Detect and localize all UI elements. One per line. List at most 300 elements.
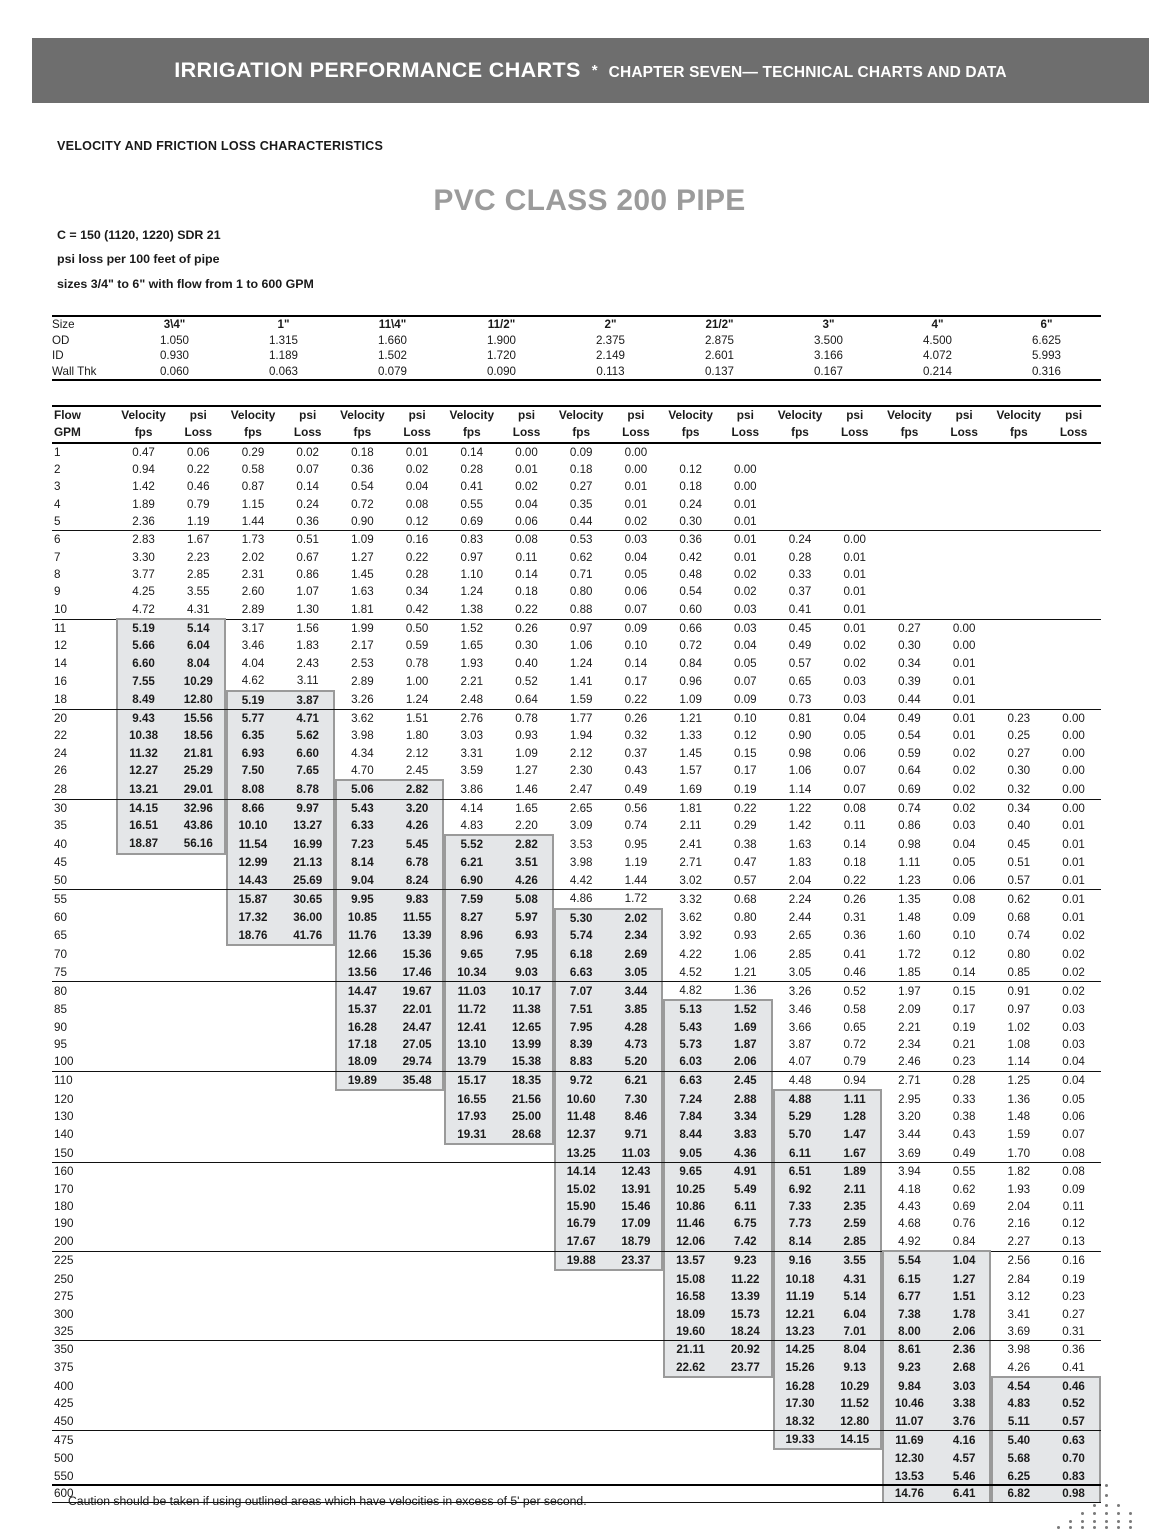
velocity-cell <box>663 443 718 461</box>
velocity-cell: 2.11 <box>679 819 702 833</box>
velocity-cell <box>226 1053 281 1071</box>
velocity-cell: 0.18 <box>351 445 374 459</box>
psi-loss-cell: 2.35 <box>827 1198 882 1215</box>
velocity-cell: 19.31 <box>444 1126 499 1144</box>
velocity-cell: 0.83 <box>460 533 484 547</box>
velocity-cell: 13.57 <box>663 1251 718 1270</box>
psi-loss-cell <box>280 1323 335 1341</box>
psi-loss-cell: 2.12 <box>405 746 429 760</box>
velocity-cell: 1.93 <box>460 656 484 670</box>
velocity-cell: 1.11 <box>898 856 921 870</box>
psi-loss-cell: 6.78 <box>390 854 445 872</box>
velocity-cell: 3.69 <box>882 1144 937 1163</box>
velocity-cell <box>444 1395 499 1412</box>
psi-loss-cell: 0.15 <box>734 746 757 760</box>
velocity-cell <box>116 982 171 1001</box>
velocity-cell <box>116 1126 171 1144</box>
psi-loss-cell: 0.32 <box>624 729 648 743</box>
velocity-cell: 1.94 <box>569 729 593 743</box>
psi-loss-cell: 0.06 <box>187 445 210 459</box>
table-row <box>52 854 1101 872</box>
psi-loss-cell: 1.04 <box>937 1251 992 1270</box>
flow-gpm-value: 180 <box>54 1200 74 1214</box>
psi-loss-cell: 1.36 <box>734 984 757 997</box>
velocity-cell: 8.44 <box>663 1126 718 1144</box>
table-row <box>52 672 1101 690</box>
spec-value: 2.149 <box>595 349 625 363</box>
velocity-cell <box>444 1181 499 1198</box>
velocity-cell: 6.15 <box>882 1270 937 1288</box>
table-row <box>52 1449 1101 1467</box>
spec-value: 0.930 <box>159 349 189 363</box>
psi-loss-cell: 0.06 <box>1062 1110 1085 1124</box>
psi-loss-cell: 0.00 <box>952 639 976 653</box>
psi-loss-cell: 0.01 <box>843 550 867 564</box>
psi-loss-cell: 0.65 <box>843 1020 867 1034</box>
psi-loss-cell: 0.03 <box>1062 1038 1085 1052</box>
velocity-cell: 0.44 <box>882 691 937 710</box>
psi-loss-cell: 0.03 <box>624 533 648 547</box>
velocity-cell: 0.41 <box>460 480 484 494</box>
table-row <box>52 1071 1101 1090</box>
velocity-cell: 0.87 <box>241 480 265 494</box>
velocity-cell: 3.59 <box>460 764 484 778</box>
velocity-cell <box>444 1468 499 1485</box>
velocity-cell: 4.43 <box>898 1200 921 1214</box>
psi-loss-cell: 0.14 <box>937 964 992 982</box>
velocity-cell: 18.09 <box>663 1306 718 1323</box>
velocity-cell: 1.06 <box>569 639 593 653</box>
velocity-cell: 4.68 <box>898 1217 921 1231</box>
table-row <box>52 1251 1101 1270</box>
psi-loss-cell <box>499 1449 554 1467</box>
psi-loss-cell: 0.36 <box>843 929 867 943</box>
table-row <box>52 709 1101 727</box>
flow-gpm-value: 12 <box>54 639 68 653</box>
velocity-cell: 0.14 <box>460 445 484 459</box>
velocity-cell: 5.11 <box>991 1413 1046 1431</box>
velocity-cell: 19.33 <box>773 1431 828 1450</box>
psi-loss-cell: 11.03 <box>609 1144 664 1163</box>
velocity-cell <box>554 1270 609 1288</box>
velocity-cell: 0.66 <box>679 621 702 635</box>
psi-loss-cell: 0.00 <box>734 480 757 494</box>
psi-loss-cell <box>827 1468 882 1485</box>
psi-loss-cell: 0.04 <box>1046 1053 1101 1071</box>
psi-loss-cell <box>280 982 335 1001</box>
psi-loss-cell: 4.71 <box>280 709 335 727</box>
psi-loss-cell: 0.03 <box>827 691 882 710</box>
velocity-cell <box>116 1071 171 1090</box>
table-row <box>52 1163 1101 1181</box>
table-row <box>52 1377 1101 1395</box>
velocity-cell: 1.48 <box>1007 1110 1031 1124</box>
velocity-cell: 2.65 <box>569 801 593 815</box>
psi-loss-cell: 5.97 <box>499 909 554 927</box>
velocity-cell: 3.53 <box>569 837 593 851</box>
psi-loss-cell <box>499 1323 554 1341</box>
velocity-cell <box>226 1071 281 1090</box>
velocity-cell: 0.36 <box>351 463 374 477</box>
psi-loss-cell: 0.02 <box>952 801 976 815</box>
velocity-cell: 15.26 <box>773 1359 828 1377</box>
psi-loss-cell: 0.17 <box>624 674 648 688</box>
psi-loss-cell <box>280 964 335 982</box>
psi-loss-cell <box>280 1198 335 1215</box>
velocity-cell <box>116 1449 171 1467</box>
psi-loss-cell <box>499 1181 554 1198</box>
velocity-cell <box>991 655 1046 672</box>
flow-gpm-value: 65 <box>54 929 68 943</box>
velocity-cell <box>116 1233 171 1251</box>
psi-loss-cell: 4.16 <box>937 1431 992 1450</box>
velocity-cell: 1.22 <box>788 801 812 815</box>
psi-loss-cell: 0.09 <box>952 911 976 925</box>
psi-loss-cell: 2.02 <box>609 909 664 927</box>
velocity-cell: 3.02 <box>663 872 718 890</box>
psi-loss-cell <box>937 566 992 583</box>
psi-loss-cell: 0.01 <box>1062 819 1085 833</box>
velocity-cell <box>116 1215 171 1232</box>
spec-value: 1.189 <box>268 349 298 363</box>
velocity-cell: 6.25 <box>991 1468 1046 1485</box>
velocity-cell: 0.58 <box>241 463 265 477</box>
velocity-cell <box>226 1036 281 1053</box>
velocity-cell: 2.27 <box>991 1233 1046 1251</box>
velocity-cell <box>773 478 828 495</box>
velocity-cell: 13.21 <box>116 780 171 799</box>
psi-loss-cell <box>827 461 882 478</box>
velocity-cell: 3.41 <box>1007 1307 1031 1321</box>
table-row <box>52 1126 1101 1144</box>
psi-loss-cell: 0.02 <box>952 764 976 778</box>
psi-loss-cell: 5.14 <box>827 1288 882 1305</box>
header-psi-loss: psi <box>517 408 536 422</box>
flow-gpm-value: 11 <box>54 621 67 635</box>
velocity-cell <box>663 1468 718 1485</box>
velocity-cell: 0.32 <box>991 780 1046 799</box>
psi-loss-cell: 24.47 <box>390 1019 445 1036</box>
table-row <box>52 461 1101 478</box>
velocity-cell: 1.63 <box>351 585 374 599</box>
velocity-cell: 0.94 <box>132 463 155 477</box>
psi-loss-cell: 22.01 <box>390 1000 445 1018</box>
psi-loss-cell <box>171 1144 226 1163</box>
velocity-cell: 13.23 <box>773 1323 828 1341</box>
velocity-cell: 1.44 <box>226 513 281 531</box>
velocity-cell: 3.05 <box>773 964 828 982</box>
header-velocity: Velocity <box>668 408 713 422</box>
velocity-cell: 9.72 <box>554 1071 609 1090</box>
table-row <box>52 872 1101 890</box>
velocity-cell: 0.27 <box>1007 746 1031 760</box>
psi-loss-cell: 0.01 <box>827 601 882 619</box>
psi-loss-cell <box>609 1270 664 1288</box>
psi-loss-cell: 10.29 <box>827 1377 882 1395</box>
velocity-cell: 2.76 <box>460 711 484 725</box>
psi-loss-cell: 41.76 <box>280 927 335 945</box>
velocity-cell <box>116 1198 171 1215</box>
velocity-cell <box>116 1270 171 1288</box>
velocity-cell: 0.68 <box>1007 911 1031 925</box>
velocity-cell: 3.66 <box>788 1020 812 1034</box>
psi-loss-cell: 13.27 <box>280 817 335 835</box>
table-row <box>52 1090 1101 1108</box>
velocity-cell: 0.18 <box>679 480 702 494</box>
velocity-cell: 0.09 <box>569 445 593 459</box>
spec-value: 0.079 <box>377 364 407 378</box>
velocity-cell <box>554 1468 609 1485</box>
psi-loss-cell: 0.00 <box>515 445 538 459</box>
friction-loss-table <box>52 405 1101 1503</box>
flow-gpm-value: 16 <box>54 674 68 688</box>
header-psi-loss: psi <box>189 408 207 422</box>
velocity-cell <box>116 1395 171 1412</box>
velocity-cell: 0.34 <box>898 656 921 670</box>
velocity-cell: 8.00 <box>882 1323 937 1341</box>
velocity-cell: 16.58 <box>663 1288 718 1305</box>
velocity-cell: 18.09 <box>335 1053 390 1071</box>
psi-loss-cell <box>827 496 882 513</box>
psi-loss-cell: 16.99 <box>280 835 335 853</box>
psi-loss-cell <box>171 872 226 890</box>
velocity-cell: 7.95 <box>554 1019 609 1036</box>
psi-loss-cell <box>390 1288 445 1305</box>
flow-gpm-value: 150 <box>52 1144 116 1163</box>
spec-value: 6.625 <box>1031 333 1061 347</box>
velocity-cell: 5.66 <box>116 637 171 654</box>
velocity-cell <box>116 1144 171 1163</box>
spec-value: 0.316 <box>1031 364 1061 378</box>
psi-loss-cell <box>499 1198 554 1215</box>
psi-loss-cell: 0.22 <box>187 463 210 477</box>
velocity-cell: 7.23 <box>335 835 390 853</box>
psi-loss-cell: 7.30 <box>609 1090 664 1108</box>
psi-loss-cell <box>280 1108 335 1125</box>
velocity-cell: 2.83 <box>132 533 155 547</box>
psi-loss-cell <box>171 1395 226 1412</box>
velocity-cell: 6.18 <box>554 945 609 963</box>
section-title: VELOCITY AND FRICTION LOSS CHARACTERISTICS <box>57 139 384 153</box>
spec-size-header: 3" <box>822 318 835 331</box>
psi-loss-cell: 6.60 <box>280 745 335 762</box>
header-psi-loss: Loss <box>280 424 335 442</box>
velocity-cell <box>116 1377 171 1395</box>
table-row <box>52 549 1101 566</box>
velocity-cell: 1.52 <box>460 621 484 635</box>
psi-loss-cell <box>609 1485 664 1503</box>
psi-loss-cell: 0.50 <box>405 621 429 635</box>
flow-gpm-value: 200 <box>52 1233 116 1251</box>
velocity-cell <box>116 1431 171 1450</box>
velocity-cell <box>116 1359 171 1377</box>
psi-loss-cell: 0.34 <box>405 585 429 599</box>
psi-loss-cell: 0.04 <box>1062 1074 1085 1088</box>
velocity-cell: 2.56 <box>1007 1254 1031 1268</box>
psi-loss-cell <box>937 531 992 549</box>
psi-loss-cell <box>171 1468 226 1485</box>
psi-loss-cell: 0.38 <box>734 837 757 851</box>
psi-loss-cell: 5.46 <box>937 1468 992 1485</box>
velocity-cell: 3.87 <box>788 1038 812 1052</box>
psi-loss-cell <box>1046 513 1101 531</box>
velocity-cell: 16.51 <box>116 817 171 835</box>
flow-gpm-value: 550 <box>54 1469 74 1483</box>
velocity-cell: 0.80 <box>569 585 593 599</box>
velocity-cell: 7.73 <box>773 1215 828 1232</box>
psi-loss-cell: 0.94 <box>843 1073 867 1087</box>
velocity-cell: 4.34 <box>351 746 374 760</box>
psi-loss-cell: 0.76 <box>952 1217 976 1231</box>
velocity-cell: 3.62 <box>679 911 702 925</box>
psi-loss-cell: 9.23 <box>718 1251 773 1270</box>
psi-loss-cell: 12.43 <box>609 1163 664 1181</box>
psi-loss-cell: 0.04 <box>405 480 429 494</box>
velocity-cell <box>882 496 937 513</box>
psi-loss-cell: 1.67 <box>187 533 210 547</box>
velocity-cell <box>991 549 1046 566</box>
flow-gpm-value: 475 <box>54 1433 74 1447</box>
velocity-cell <box>554 1288 609 1305</box>
psi-loss-cell: 0.01 <box>1062 911 1085 925</box>
velocity-cell: 0.84 <box>679 656 702 670</box>
psi-loss-cell: 1.19 <box>624 856 648 870</box>
velocity-cell <box>554 1395 609 1412</box>
psi-loss-cell: 6.41 <box>937 1485 992 1503</box>
psi-loss-cell: 0.41 <box>843 947 867 961</box>
table-row <box>52 727 1101 744</box>
psi-loss-cell: 0.00 <box>1062 746 1085 760</box>
velocity-cell: 11.72 <box>444 1000 499 1018</box>
velocity-cell: 0.30 <box>663 513 718 531</box>
psi-loss-cell: 0.01 <box>952 711 976 725</box>
psi-loss-cell: 0.28 <box>952 1074 976 1088</box>
psi-loss-cell: 0.04 <box>734 639 757 653</box>
flow-gpm-value: 22 <box>54 729 68 743</box>
velocity-cell <box>226 1181 281 1198</box>
velocity-cell <box>444 1341 499 1359</box>
velocity-cell: 0.30 <box>1007 764 1031 778</box>
velocity-cell <box>335 1181 390 1198</box>
velocity-cell: 8.66 <box>226 799 281 817</box>
psi-loss-cell <box>171 1000 226 1018</box>
velocity-cell <box>335 1395 390 1412</box>
header-velocity: fps <box>663 424 718 442</box>
psi-loss-cell: 14.15 <box>827 1431 882 1450</box>
velocity-cell: 4.54 <box>991 1377 1046 1395</box>
psi-loss-cell: 6.04 <box>827 1306 882 1323</box>
psi-loss-cell <box>390 1270 445 1288</box>
psi-loss-cell <box>390 1377 445 1395</box>
velocity-cell <box>335 1163 390 1181</box>
psi-loss-cell: 12.80 <box>171 691 226 710</box>
psi-loss-cell <box>171 854 226 872</box>
velocity-cell: 0.62 <box>569 550 593 564</box>
header-velocity: fps <box>226 424 281 442</box>
flow-gpm-value: 130 <box>54 1110 74 1124</box>
velocity-cell <box>116 1181 171 1198</box>
psi-loss-cell <box>1046 691 1101 710</box>
flow-gpm-value: 375 <box>54 1361 74 1375</box>
psi-loss-cell <box>718 443 773 461</box>
psi-loss-cell: 0.00 <box>734 463 757 477</box>
psi-loss-cell: 0.18 <box>515 585 538 599</box>
psi-loss-cell <box>280 1019 335 1036</box>
psi-loss-cell: 1.00 <box>405 674 429 688</box>
footer-rule <box>52 1484 1101 1486</box>
velocity-cell: 2.84 <box>1007 1272 1031 1286</box>
psi-loss-cell: 0.78 <box>405 656 429 670</box>
velocity-cell: 8.83 <box>554 1053 609 1071</box>
psi-loss-cell <box>1046 566 1101 583</box>
flow-gpm-value: 3 <box>54 480 61 494</box>
psi-loss-cell: 0.46 <box>1046 1377 1101 1395</box>
psi-loss-cell: 0.33 <box>952 1092 976 1106</box>
table-row <box>52 1359 1101 1377</box>
flow-gpm-value: 80 <box>54 984 68 998</box>
psi-loss-cell: 25.00 <box>499 1108 554 1125</box>
velocity-cell: 3.98 <box>569 856 593 870</box>
table-row <box>52 1306 1101 1323</box>
velocity-cell <box>444 1144 499 1163</box>
velocity-cell: 3.46 <box>788 1002 812 1016</box>
psi-loss-cell: 0.01 <box>734 533 757 547</box>
psi-loss-cell: 1.83 <box>296 639 319 653</box>
psi-loss-cell: 2.23 <box>187 550 210 564</box>
psi-loss-cell: 27.05 <box>390 1036 445 1053</box>
velocity-cell: 13.25 <box>554 1144 609 1163</box>
table-row <box>52 1288 1101 1305</box>
velocity-cell <box>882 583 937 600</box>
psi-loss-cell <box>171 1053 226 1071</box>
psi-loss-cell: 0.01 <box>843 568 867 582</box>
psi-loss-cell: 0.10 <box>624 639 648 653</box>
psi-loss-cell: 1.19 <box>171 513 226 531</box>
table-row <box>52 890 1101 909</box>
velocity-cell: 9.65 <box>663 1163 718 1181</box>
spec-row <box>52 316 1101 333</box>
psi-loss-cell <box>390 1306 445 1323</box>
table-row <box>52 964 1101 982</box>
velocity-cell: 0.72 <box>351 497 374 511</box>
psi-loss-cell <box>171 1270 226 1288</box>
velocity-cell <box>991 637 1046 654</box>
table-row <box>52 478 1101 495</box>
spec-value: 4.072 <box>922 349 952 363</box>
velocity-cell: 0.62 <box>1007 892 1031 906</box>
psi-loss-cell: 0.52 <box>1046 1395 1101 1412</box>
velocity-cell: 0.90 <box>788 729 812 743</box>
header-velocity: Velocity <box>449 408 495 422</box>
velocity-cell <box>554 1359 609 1377</box>
psi-loss-cell <box>390 1323 445 1341</box>
psi-loss-cell: 5.45 <box>390 835 445 853</box>
psi-loss-cell: 0.23 <box>1062 1290 1085 1304</box>
velocity-cell: 8.27 <box>444 909 499 927</box>
psi-loss-cell: 0.14 <box>624 656 648 670</box>
velocity-cell: 7.59 <box>444 890 499 909</box>
velocity-cell: 4.48 <box>788 1073 812 1087</box>
velocity-cell: 10.60 <box>554 1090 609 1108</box>
velocity-cell <box>773 461 828 478</box>
psi-loss-cell: 13.99 <box>499 1036 554 1053</box>
flow-gpm-value: 1 <box>54 445 61 459</box>
psi-loss-cell: 0.02 <box>952 746 976 760</box>
velocity-cell: 7.33 <box>773 1198 828 1215</box>
velocity-cell <box>554 1341 609 1359</box>
table-row <box>52 601 1101 619</box>
psi-loss-cell: 0.00 <box>952 621 976 635</box>
